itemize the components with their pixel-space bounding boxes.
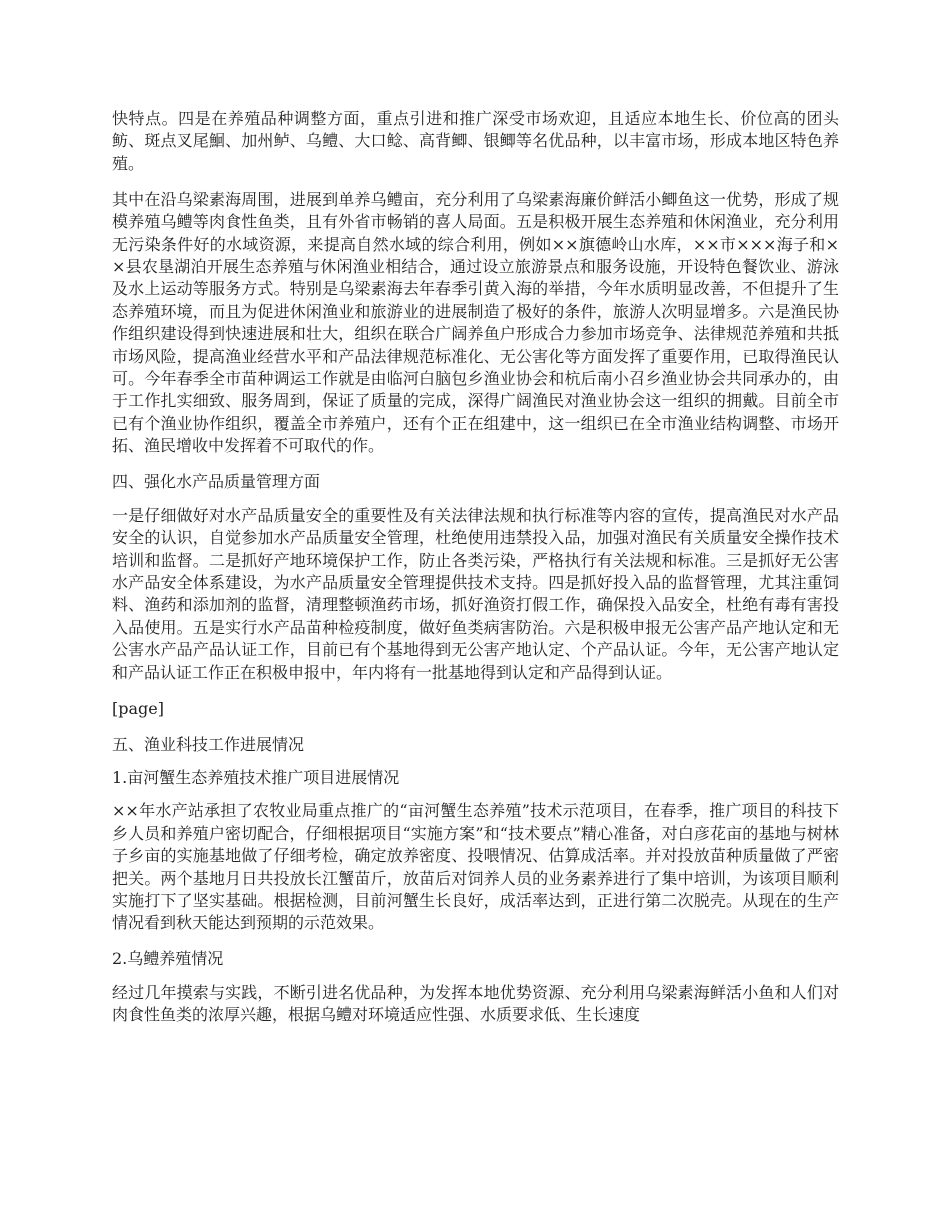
- paragraph-crab-project: ××年水产站承担了农牧业局重点推广的“亩河蟹生态养殖”技术示范项目，在春季，推广项目的科技下乡人员和养殖户密切配合，仔细根据项目“实施方案”和“技术要点”精心准备，对白彦花亩的基地与树林子乡亩的实施基地做了仔细考检，确定放养密度、投喂情况、估算成活率。并对投放苗种质量做了严密把关。两个基地月日共投放长江蟹苗斤，放苗后对饲养人员的业务素养进行了集中培训，为该项目顺利实施打下了坚实基础。根据检测，目前河蟹生长良好，成活率达到，正进行第二次脱壳。从现在的生产情况看到秋天能达到预期的示范效果。: [112, 801, 839, 933]
- section-heading-fishery-technology: 五、渔业科技工作进展情况: [112, 734, 305, 754]
- paragraph-quality-management: 一是仔细做好对水产品质量安全的重要性及有关法律法规和执行标准等内容的宣传，提高渔民对水产品安全的认识，自觉参加水产品质量安全管理，杜绝使用违禁投入品，加强对渔民有关质量安全操作技术培训和监督。二是抓好产地环境保护工作，防止各类污染，严格执行有关法规和标准。三是抓好无公害水产品安全体系建设，为水产品质量安全管理提供技术支持。四是抓好投入品的监督管理，尤其注重饲料、渔药和添加剂的监督，清理整顿渔药市场，抓好渔资打假工作，确保投入品安全，杜绝有毒有害投入品使用。五是实行水产品苗种检疫制度，做好鱼类病害防治。六是积极申报无公害产品产地认定和无公害水产品产品认证工作，目前已有个基地得到无公害产地认定、个产品认证。今年，无公害产地认定和产品认证工作正在积极申报中，年内将有一批基地得到认定和产品得到认证。: [112, 505, 839, 682]
- document-page: [112, 108, 839, 1040]
- paragraph-ecological-fishery: 其中在沿乌梁素海周围，进展到单养乌鳢亩，充分利用了乌梁素海廉价鲜活小鲫鱼这一优势，形成了规模养殖乌鳢等肉食性鱼类，且有外省市畅销的喜人局面。五是积极开展生态养殖和休闲渔业，充分利用无污染条件好的水域资源，来提高自然水域的综合利用，例如××旗德岭山水库，××市×××海子和××县农垦湖泊开展生态养殖与休闲渔业相结合，通过设立旅游景点和服务设施，开设特色餐饮业、游泳及水上运动等服务方式。特别是乌梁素海去年春季引黄入海的举措，今年水质明显改善，不但提升了生态养殖环境，而且为促进休闲渔业和旅游业的进展制造了极好的条件，旅游人次明显增多。六是渔民协作组织建设得到快速进展和壮大，组织在联合广阔养鱼户形成合力参加市场竞争、法律规范养殖和共抵市场风险，提高渔业经营水平和产品法律规范标准化、无公害化等方面发挥了重要作用，已取得渔民认可。今年春季全市苗种调运工作就是由临河白脑包乡渔业协会和杭后南小召乡渔业协会共同承办的，由于工作扎实细致、服务周到，保证了质量的完成，深得广阔渔民对渔业协会这一组织的拥戴。目前全市已有个渔业协作组织，覆盖全市养殖户，还有个正在组建中，这一组织已在全市渔业结构调整、市场开拓、渔民增收中发挥着不可取代的作。: [112, 189, 839, 456]
- paragraph-snakehead-farming: 经过几年摸索与实践，不断引进名优品种，为发挥本地优势资源、充分利用乌梁素海鲜活小鱼和人们对肉食性鱼类的浓厚兴趣，根据乌鳢对环境适应性强、水质要求低、生长速度: [112, 982, 839, 1025]
- subheading-crab-project: 1.亩河蟹生态养殖技术推广项目进展情况: [112, 767, 400, 787]
- section-heading-quality-management: 四、强化水产品质量管理方面: [112, 472, 321, 492]
- subheading-snakehead-farming: 2.乌鳢养殖情况: [112, 949, 224, 969]
- page-break-marker: [page]: [112, 698, 164, 718]
- paragraph-species-adjustment: 快特点。四是在养殖品种调整方面，重点引进和推广深受市场欢迎，且适应本地生长、价位高的团头鲂、斑点叉尾鮰、加州鲈、乌鳢、大口鲶、高背鲫、银鲫等名优品种，以丰富市场，形成本地区特色养殖。: [112, 109, 839, 173]
